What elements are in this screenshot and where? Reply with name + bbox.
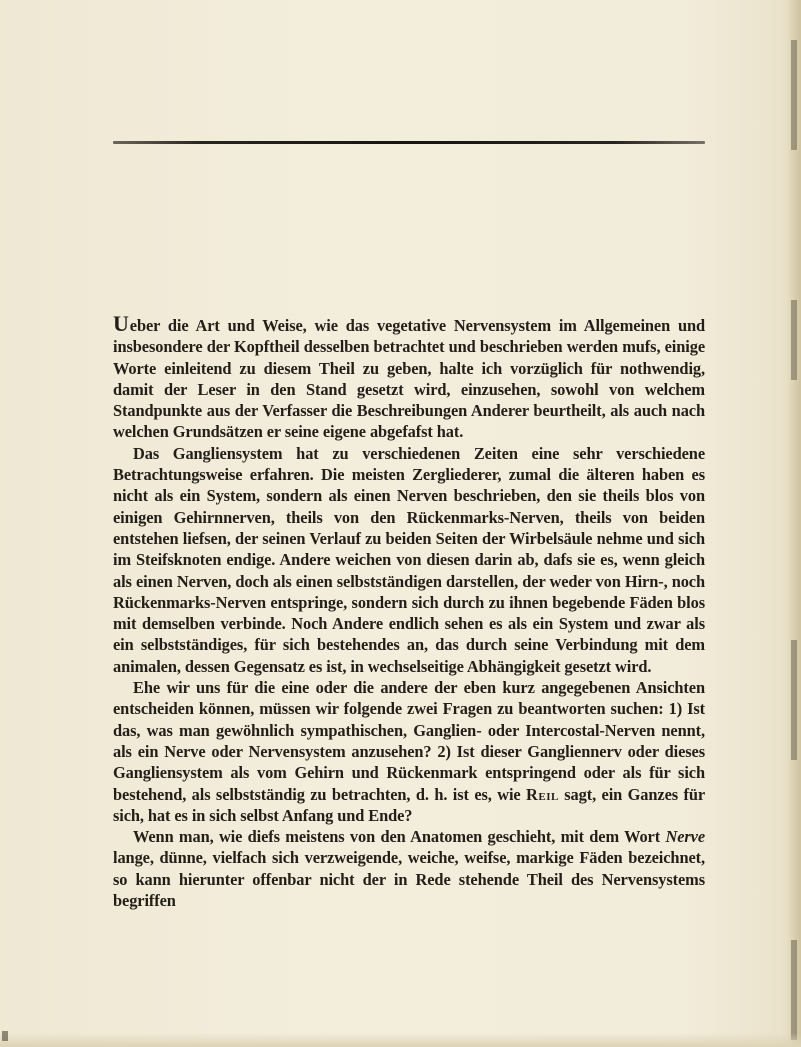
paragraph-3	[113, 677, 705, 826]
top-rule	[113, 141, 705, 144]
paragraph-1	[113, 313, 705, 443]
page-edge-right	[779, 0, 801, 1047]
edge-mark	[791, 940, 797, 1040]
edge-mark	[791, 40, 797, 150]
page-edge-bottom	[0, 1033, 801, 1047]
edge-mark	[791, 640, 797, 760]
paragraph-4-after: lange, dünne, vielfach sich verzweigende, weiche, weifse, markige Fäden bezeichnet, so kann hierunter offenbar nicht der in Rede stehende Theil des Nervensystems begriffen	[113, 848, 705, 911]
author-name: Reil	[526, 784, 559, 804]
paragraph-3-end: sagt, ein Ganzes für sich, hat es in sich selbst Anfang und Ende?	[113, 784, 706, 825]
corner-mark	[2, 1031, 8, 1041]
paragraph-4-before: Wenn man, wie diefs meistens von den Anatomen geschieht, mit dem Wort	[133, 827, 661, 847]
paragraph-4	[113, 826, 705, 911]
body-text	[113, 313, 705, 911]
italic-word: Nerve	[665, 827, 706, 847]
paragraph-3-text: Ehe wir uns für die eine oder die andere der eben kurz angegebenen Ansichten entscheiden können, müssen wir folgende zwei Fragen zu beantworten suchen: 1) Ist das, was man gewöhnlich sympathischen, Ganglien- oder Intercostal-Nerven nennt, als ein Nerve oder Nervensystem anzusehen? 2) Ist dieser Gangliennerv oder dieses Gangliensystem als vom Gehirn und Rückenmark entspringend oder als für sich bestehend, als selbstständig zu betrachten, d. h. ist es, wie	[113, 678, 705, 804]
initial-letter: U	[113, 311, 129, 336]
edge-mark	[791, 300, 797, 380]
paragraph-1-text: eber die Art und Weise, wie das vegetative Nervensystem im Allgemeinen und insbesondere der Kopftheil desselben betrachtet und beschrieben werden mufs, einige Worte einleitend zu diesem Theil zu geben, halte ich vorzüglich für nothwendig, damit der Leser in den Stand gesetzt wird, einzusehen, sowohl von welchem Standpunkte aus der Verfasser die Beschreibungen Anderer beurtheilt, als auch nach welchen Grundsätzen er seine eigene abgefafst hat.	[113, 316, 705, 442]
paragraph-2: Das Gangliensystem hat zu verschiedenen Zeiten eine sehr verschiedene Betrachtungsweise erfahren. Die meisten Zergliederer, zumal die älteren haben es nicht als ein System, sondern als einen Nerven beschrieben, den sie theils blos von einigen Gehirnnerven, theils von den Rückenmarks-Nerven, theils von beiden entstehen liefsen, der seinen Verlauf zu beiden Seiten der Wirbelsäule nehme und sich im Steifsknoten endige. Andere weichen von diesen darin ab, dafs sie es, wenn gleich als einen Nerven, doch als einen selbstständigen darstellen, der weder von Hirn-, noch Rückenmarks-Nerven entspringe, sondern sich durch zu ihnen begebende Fäden blos mit demselben verbinde. Noch Andere endlich sehen es als ein System und zwar als ein selbstständiges, für sich bestehendes an, das durch seine Verbindung mit dem animalen, dessen Gegensatz es ist, in wechselseitige Abhängigkeit gesetzt wird.	[113, 443, 705, 676]
